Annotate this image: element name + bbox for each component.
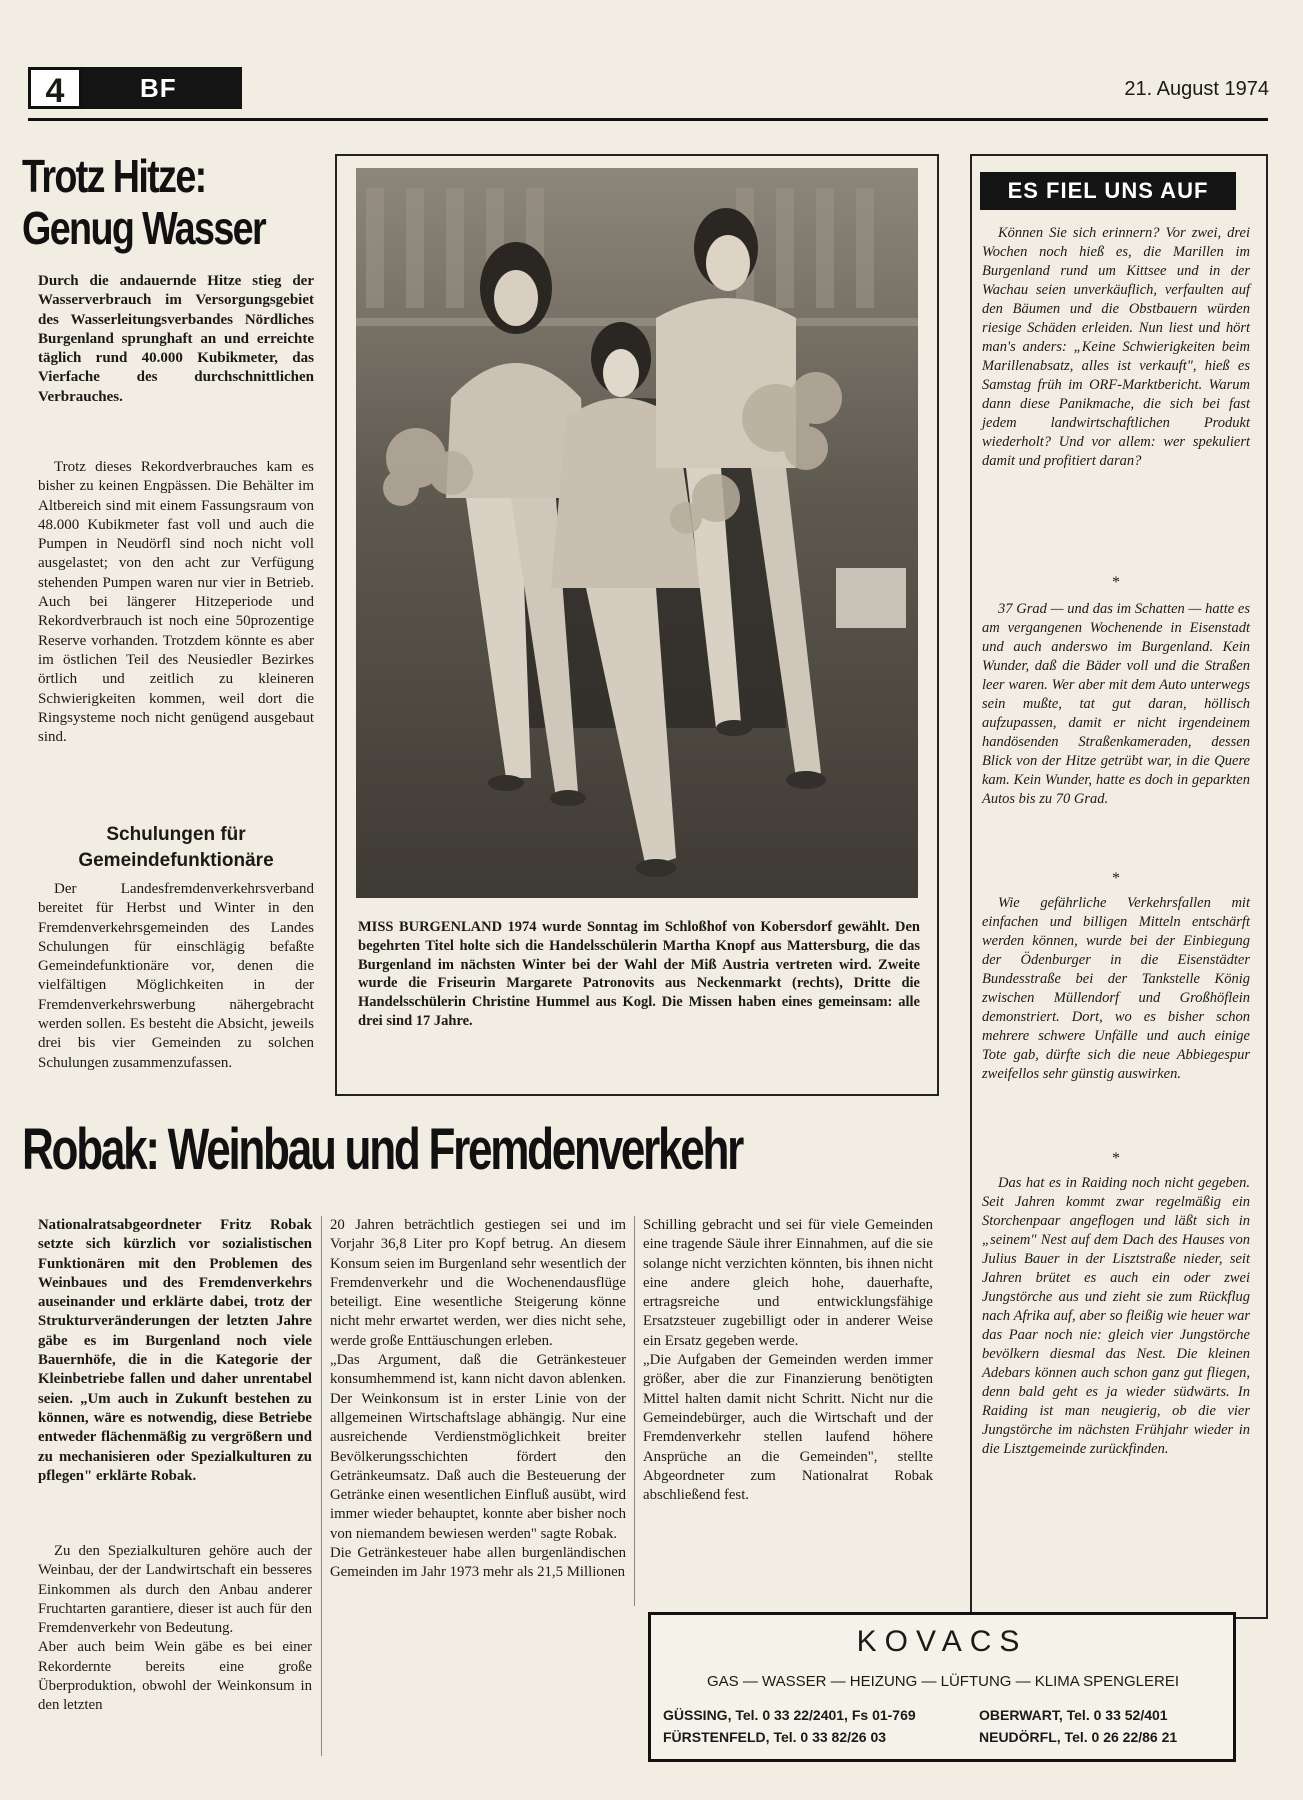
page-number: 4 [28,67,82,109]
aside-separator-3: * [1112,1150,1120,1167]
ad-company-name: KOVACS [856,1625,1028,1658]
aside-title: ES FIEL UNS AUF [980,172,1236,210]
article3-col2-body: 20 Jahren beträchtlich gestiegen sei und im Vorjahr 36,8 Liter pro Kopf betrug. An diesem Konsum seien im Burgenland sehr wesentlich der Fremdenverkehr und die Wochenendausflüge beteiligt. Eine wesentliche Steigerung könne nicht mehr erwartet werden, wer dies nicht sehe, werde große Enttäuschungen erleben. „Das Argument, daß die Getränkesteuer konsumhemmend ist, kann nicht davon ablenken. Der Weinkonsum ist in erster Linie von der allgemeinen Wirtschaftslage abhängig. Nur eine ausreichende Verdienstmöglichkeit breiter Bevölkerungsschichten fördert den Getränkeumsatz. Daß auch die Besteuerung der Getränke einen wesentlichen Einfluß ausübt, wird immer wieder behauptet, konnte aber bisher noch von niemandem bewiesen werden" sagte Robak. Die Getränkesteuer habe allen burgenländischen Gemeinden im Jahr 1973 mehr als 21,5 Millionen [330,1217,626,1581]
column-rule-2 [634,1216,635,1606]
ad-services: GAS — WASSER — HEIZUNG — LÜFTUNG — KLIMA SPENGLEREI [706,1673,1180,1690]
issue-date: 21. August 1974 [1124,78,1269,100]
article2-subhead: Schulungen für Gemeindefunktionäre [78,824,274,871]
ad-address-oberwart: OBERWART, Tel. 0 33 52/401 [979,1707,1168,1723]
photo-illustration [356,168,918,898]
article2-body: Der Landesfremdenverkehrsverband bereitet für Herbst und Winter in den Fremdenverkehrsgemeinden des Landes Schulungen für einschlägig befaßte Gemeindefunktionäre vor, denen die vielfältigen Möglichkeiten in der Fremdenverkehrswerbung nähergebracht werden sollen. Es besteht die Absicht, jeweils drei bis vier Gemeinden zu solchen Schulungen zusammenzufassen. [38,881,314,1071]
aside-paragraph-1: Können Sie sich erinnern? Vor zwei, drei Wochen noch hieß es, die Marillen im Burgenland rund um Kittsee und in der Wachau seien unverkäuflich, verfaulten auf den Bäumen und die Obstbauern würden riesige Schäden erleiden. Nun liest und hört man's anders: „Keine Schwierigkeiten beim Marillenabsatz, alles ist verkauft", hieß es Samstag früh im ORF-Marktbericht. Warum dann diese Panikmache, die sich bei fast jedem landwirtschaftlichen Produkt wiederholt? Und vor allem: wer spekuliert damit und profitiert daran? [982,225,1250,469]
kovacs-advertisement [648,1612,1236,1762]
article1-body: Trotz dieses Rekordverbrauches kam es bisher zu keinen Engpässen. Die Behälter im Altbereich sind mit einem Fassungsraum von 48.000 Kubikmeter fast voll und auch die Pumpen in Neudörfl sind noch nicht voll ausgelastet; von den acht zur Verfügung stehenden Pumpen waren nur vier in Betrieb. Auch bei längerer Hitzeperiode und Rekordverbrauch ist noch eine 50prozentige Reserve vorhanden. Trotzdem könnte es aber im östlichen Teil des Neusiedler Bezirkes örtlich und zeitlich zu kleineren Schwierigkeiten kommen, weil dort die Ringsysteme noch nicht genügend ausgebaut sind. [38,459,314,746]
aside-separator-1: * [1112,574,1120,591]
article3-col1-lead: Nationalratsabgeordneter Fritz Robak setzte sich kürzlich vor sozialistischen Funktionären mit den Problemen des Weinbaues und des Fremdenverkehrs auseinander und erklärte dabei, trotz der Strukturveränderungen der letzten Jahre gäbe es im Burgenland noch viele Bauernhöfe, die in die Kategorie der Kleinbetriebe fallen und daher unrentabel seien. „Um auch in Zukunft bestehen zu können, wäre es notwendig, diese Betriebe entweder flächenmäßig zu vergrößern und zu mechanisieren oder Spezialkulturen zu pflegen" erklärte Robak. [38,1217,312,1484]
miss-burgenland-photo [356,168,918,898]
headline-trotz-hitze: Trotz Hitze: [22,150,206,202]
article3-col1-body: Zu den Spezialkulturen gehöre auch der Weinbau, der der Landwirtschaft ein besseres Einkommen als durch den Anbau anderer Fruchtarten garantiere, dieser ist auch für den Fremdenverkehr von Bedeutung. Aber auch beim Wein gäbe es bei einer Rekordernte bereits eine große Überproduktion, obwohl der Weinkonsum in den letzten [38,1543,312,1714]
ad-address-guessing: GÜSSING, Tel. 0 33 22/2401, Fs 01-769 [663,1707,916,1723]
header-rule [28,118,1268,121]
ad-address-neudoerfl: NEUDÖRFL, Tel. 0 26 22/86 21 [979,1729,1178,1745]
ad-address-fuerstenfeld: FÜRSTENFELD, Tel. 0 33 82/26 03 [663,1729,887,1745]
aside-paragraph-3: Wie gefährliche Verkehrsfallen mit einfachen und billigen Mitteln entschärft werden können, wurde bei der Einbiegung der Ödenburger in die Eisenstädter Bundesstraße bei der Tankstelle König zwischen Müllendorf und Großhöflein demonstriert. Dort, wo es bisher schon mehrere schwere Unfälle und auch einige Tote gab, dürfte sich die neue Abbiegespur zweifellos sehr günstig auswirken. [982,895,1250,1082]
headline-genug-wasser: Genug Wasser [22,202,266,254]
aside-paragraph-2: 37 Grad — und das im Schatten — hatte es am vergangenen Wochenende in Eisenstadt und auch anderswo im Burgenland. Kein Wunder, daß die Bäder voll und die Straßen leer waren. Wer aber mit dem Auto unterwegs sein mußte, tat gut daran, höllisch aufzupassen, damit er nicht irgendeinem handösenden Straßenkameraden, dessen Blick von der Hitze getrübt war, in die Quere kam. Kein Wunder, hatte es doch in geparkten Autos bis zu 70 Grad. [982,601,1250,807]
section-label: BF [140,73,177,103]
aside-paragraph-4: Das hat es in Raiding noch nicht gegeben. Seit Jahren kommt zwar regelmäßig ein Storchenpaar angeflogen und läßt sich in „seinem" Nest auf dem Dach des Hauses von Julius Bauer in der Lisztstraße nieder, seit Jahren brütet es auch ein oder zwei Jungstörche aus und zieht sie zum Rückflug nach Afrika auf, aber so fleißig wie heuer war das Paar noch nie: gleich vier Jungstörche bevölkern diesmal das Nest. Die kleinen Adebars können auch schon ganz gut fliegen, denn bald geht es ja wieder südwärts. In Raiding ist man neugierig, ob die vier Jungstörche im nächsten Frühjahr wieder in die Lisztgemeinde zurückfinden. [982,1175,1250,1457]
article1-lead: Durch die andauernde Hitze stieg der Wasserverbrauch im Versorgungsgebiet des Wasserleitungsverbandes Nördliches Burgenland sprunghaft an und erreichte täglich rund 40.000 Kubikmeter, das Vierfache des durchschnittlichen Verbrauches. [38,273,314,405]
column-rule-1 [321,1216,322,1756]
photo-caption: MISS BURGENLAND 1974 wurde Sonntag im Schloßhof von Kobersdorf gewählt. Den begehrten Titel holte sich die Handelsschülerin Martha Knopf aus Mattersburg, die das Burgenland im nächsten Winter bei der Wahl der Miß Austria vertreten wird. Zweite wurde die Friseurin Margarete Patronovits aus Neckenmarkt (rechts), Dritte die Handelsschülerin Christine Hummel aus Kogl. Die Missen haben eines gemeinsam: alle drei sind 17 Jahre. [358,919,920,1029]
aside-separator-2: * [1112,870,1120,887]
article3-col3-body: Schilling gebracht und sei für viele Gemeinden eine tragende Säule ihrer Einnahmen, auf die sie solange nicht verzichten könnten, bis ihnen nicht eine andere gleich hohe, dauerhafte, ertragsreiche und entwicklungsfähige Ersatzsteuer zugebilligt oder in anderer Weise ein Ersatz gegeben werde. „Die Aufgaben der Gemeinden werden immer größer, aber die zur Finanzierung benötigten Mittel halten damit nicht Schritt. Nicht nur die Gemeindebürger, auch die Wirtschaft und der Fremdenverkehr stellen laufend höhere Ansprüche an die Gemeinden", stellte Abgeordneter zum Nationalrat Robak abschließend fest. [643,1217,933,1504]
headline-robak: Robak: Weinbau und Fremdenverkehr [22,1117,742,1182]
